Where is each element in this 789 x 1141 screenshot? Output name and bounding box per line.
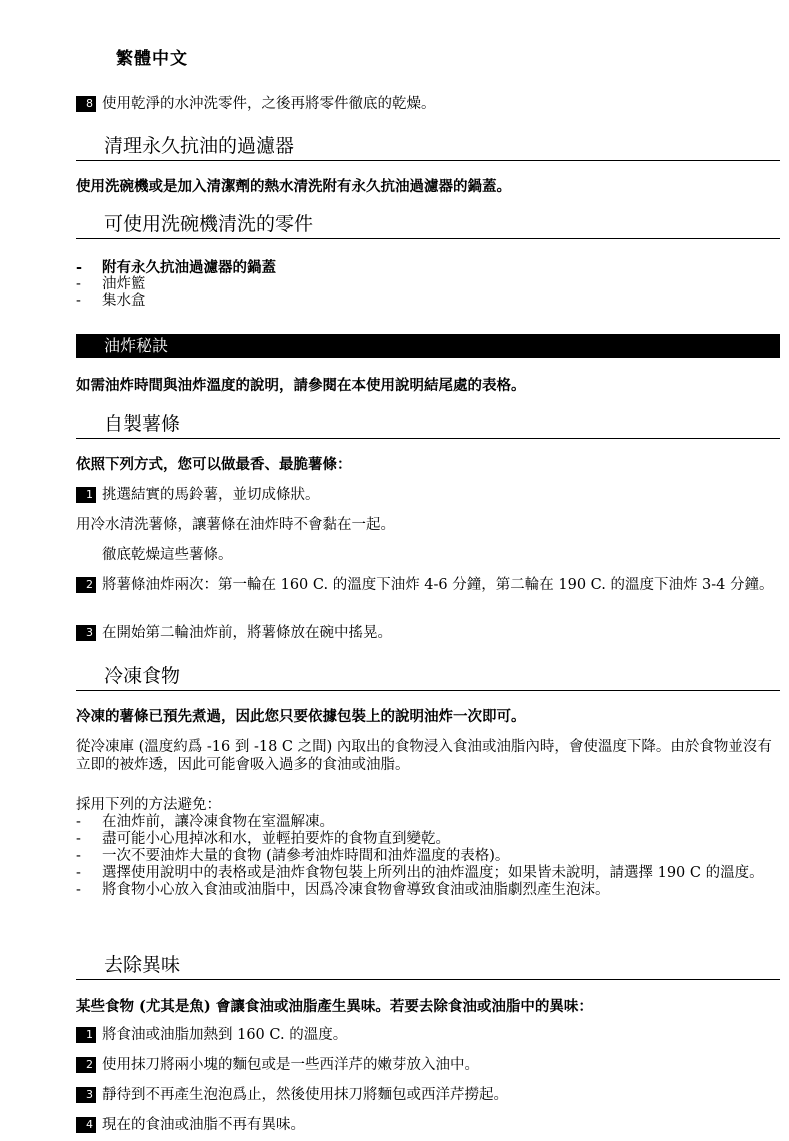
odour-step-1 xyxy=(76,1026,780,1044)
heading-text: 自製薯條 xyxy=(104,413,181,435)
odour-step-3 xyxy=(76,1086,780,1104)
language-label: 繁體中文 xyxy=(116,49,188,69)
heading-text: 去除異味 xyxy=(104,954,181,976)
fries-step-1 xyxy=(76,486,780,504)
step-number: 1 xyxy=(76,1027,96,1043)
heading-text: 油炸秘訣 xyxy=(104,336,169,355)
filter-paragraph: 使用洗碗機或是加入清潔劑的熱水清洗附有永久抗油過濾器的鍋蓋。 xyxy=(76,178,511,195)
section-heading-dishwasher xyxy=(76,212,780,239)
list-item: - 一次不要油炸大量的食物 (請參考油炸時間和油炸溫度的表格)。 xyxy=(76,848,510,864)
section-heading-frozen xyxy=(76,664,780,691)
odour-step-4 xyxy=(76,1116,780,1134)
dishwasher-list xyxy=(76,259,780,310)
step-text: 使用抹刀將兩小塊的麵包或是一些西洋芹的嫩芽放入油中。 xyxy=(102,1057,479,1073)
fries-step-2 xyxy=(76,576,780,594)
odour-step-2 xyxy=(76,1056,780,1074)
odour-intro: 某些食物 (尤其是魚) 會讓食油或油脂產生異味。若要去除食油或油脂中的異味： xyxy=(76,998,593,1015)
list-item: - 附有永久抗油過濾器的鍋蓋 xyxy=(76,259,276,276)
heading-text: 可使用洗碗機清洗的零件 xyxy=(104,213,314,235)
step-text: 將食油或油脂加熱到 160 C. 的溫度。 xyxy=(102,1027,348,1043)
list-item: - 油炸籃 xyxy=(76,276,146,292)
fries-dry-text: 徹底乾燥這些薯條。 xyxy=(102,547,233,563)
heading-text: 冷凍食物 xyxy=(104,665,181,687)
step-number: 8 xyxy=(76,96,96,112)
step-text: 在開始第二輪油炸前，將薯條放在碗中搖晃。 xyxy=(102,625,392,641)
section-bar-tips xyxy=(76,334,780,358)
list-item: - 將食物小心放入食油或油脂中，因爲冷凍食物會導致食油或油脂劇烈產生泡沫。 xyxy=(76,882,610,898)
fries-step-3 xyxy=(76,624,780,642)
list-item: - 盡可能小心甩掉冰和水，並輕拍要炸的食物直到變乾。 xyxy=(76,831,450,847)
step-number: 2 xyxy=(76,1057,96,1073)
list-item: - 選擇使用說明中的表格或是油炸食物包裝上所列出的油炸溫度；如果皆未說明，請選擇 190 C 的溫度。 xyxy=(76,865,764,881)
section-heading-odour xyxy=(76,953,780,980)
section-heading-filter xyxy=(76,134,780,161)
step-text: 現在的食油或油脂不再有異味。 xyxy=(102,1117,305,1133)
list-item: - 集水盒 xyxy=(76,293,146,309)
step-text: 將薯條油炸兩次：第一輪在 160 C. 的溫度下油炸 4-6 分鐘，第二輪在 190 C. 的溫度下油炸 3-4 分鐘。 xyxy=(102,577,774,593)
step-number: 2 xyxy=(76,577,96,593)
step-number: 3 xyxy=(76,625,96,641)
fries-intro: 依照下列方式，您可以做最香、最脆薯條： xyxy=(76,456,352,473)
step-number: 1 xyxy=(76,487,96,503)
step-text: 使用乾淨的水沖洗零件，之後再將零件徹底的乾燥。 xyxy=(102,96,436,112)
frozen-intro: 冷凍的薯條已預先煮過，因此您只要依據包裝上的說明油炸一次即可。 xyxy=(76,708,526,725)
step-number: 4 xyxy=(76,1117,96,1133)
frozen-paragraph: 從冷凍庫 (溫度約爲 -16 到 -18 C 之間) 內取出的食物浸入食油或油脂內時，會使溫度下降。由於食物並沒有立即的被炸透，因此可能會吸入過多的食油或油脂。 xyxy=(76,739,772,773)
step-text: 靜待到不再產生泡泡爲止，然後使用抹刀將麵包或西洋芹撈起。 xyxy=(102,1087,508,1103)
step-8 xyxy=(76,95,780,113)
fries-rinse-text: 用冷水清洗薯條，讓薯條在油炸時不會黏在一起。 xyxy=(76,517,395,533)
frozen-list xyxy=(76,814,780,899)
step-text: 挑選結實的馬鈴薯，並切成條狀。 xyxy=(102,487,320,503)
list-item: - 在油炸前，讓冷凍食物在室溫解凍。 xyxy=(76,814,334,830)
heading-text: 清理永久抗油的過濾器 xyxy=(104,135,295,157)
frozen-list-intro: 採用下列的方法避免： xyxy=(76,797,221,813)
section-heading-fries xyxy=(76,412,780,439)
tips-paragraph: 如需油炸時間與油炸溫度的說明，請參閱在本使用說明結尾處的表格。 xyxy=(76,377,526,394)
step-number: 3 xyxy=(76,1087,96,1103)
